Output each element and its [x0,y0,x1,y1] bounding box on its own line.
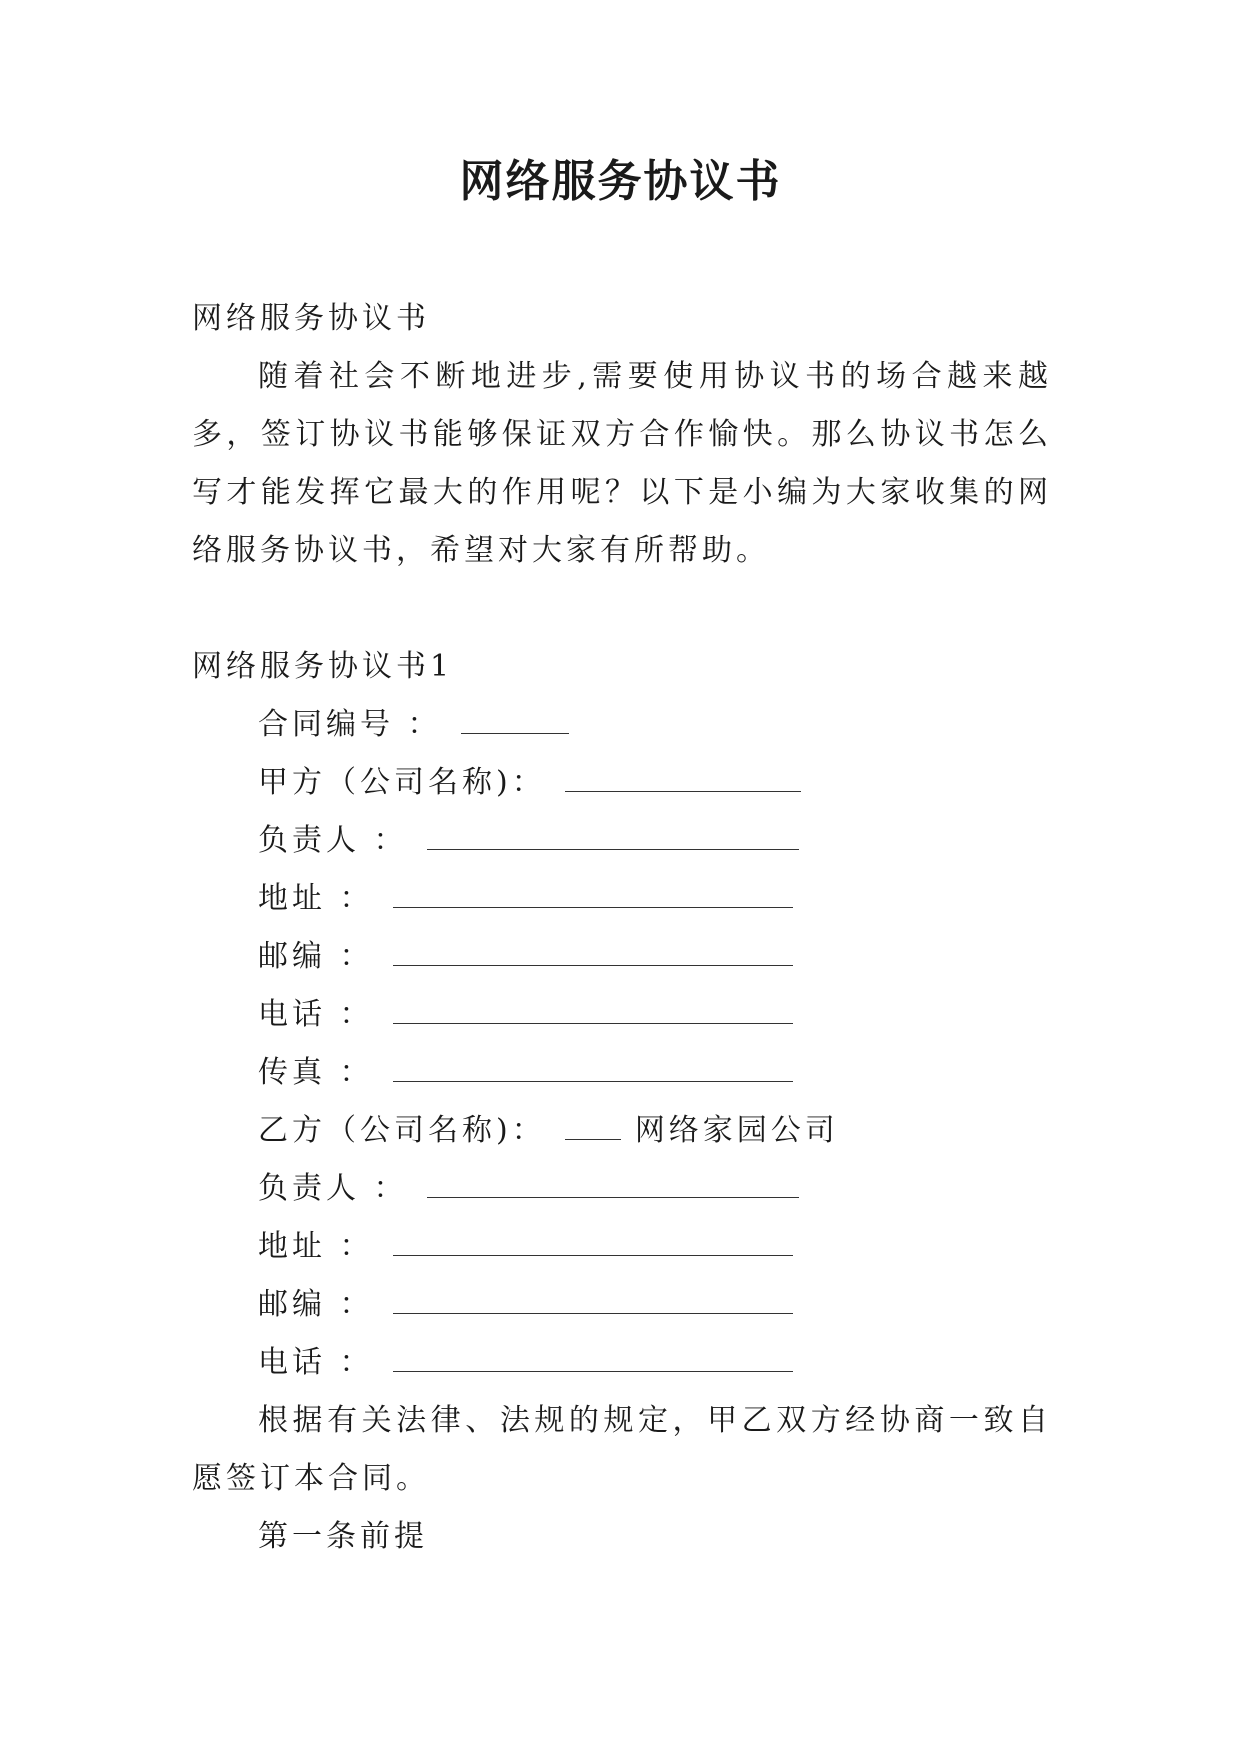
party-a-field-blank[interactable] [393,879,793,908]
intro-paragraph: 随着社会不断地进步,需要使用协议书的场合越来越多，签订协议书能够保证双方合作愉快。那么协议书怎么写才能发挥它最大的作用呢？以下是小编为大家收集的网络服务协议书，希望对大家有所帮助。 [192,359,1052,568]
party-a-label: 甲方（公司名称)： [258,765,546,800]
party-b-field-row [192,1160,1052,1218]
party-b-label: 乙方（公司名称)： [258,1113,546,1148]
contract-number-blank[interactable] [461,705,569,734]
party-b-field-label: 负责人 ： [258,1171,408,1206]
party-a-field-label: 电话 ： [258,997,374,1032]
document-body [192,290,1052,1566]
contract-number-row [192,696,1052,754]
party-b-field-label: 邮编 ： [258,1287,374,1322]
party-a-field-label: 地址 ： [258,881,374,916]
party-a-field-row [192,812,1052,870]
party-a-field-row [192,870,1052,928]
party-a-field-blank[interactable] [393,995,793,1024]
party-a-field-row [192,1044,1052,1102]
party-b-field-label: 电话 ： [258,1345,374,1380]
party-a-field-label: 负责人 ： [258,823,408,858]
party-a-row [192,754,1052,812]
party-a-field-blank[interactable] [427,821,799,850]
party-a-field-row [192,986,1052,1044]
party-b-field-blank[interactable] [393,1343,793,1372]
party-b-field-row [192,1218,1052,1276]
party-b-blank[interactable] [565,1111,621,1140]
party-a-field-label: 传真 ： [258,1055,374,1090]
party-b-name: 网络家园公司 [634,1113,839,1148]
party-b-field-blank[interactable] [427,1169,799,1198]
party-a-field-blank[interactable] [393,937,793,966]
party-b-field-blank[interactable] [393,1227,793,1256]
article-heading: 第一条前提 [258,1519,428,1554]
agreement-paragraph: 根据有关法律、法规的规定，甲乙双方经协商一致自愿签订本合同。 [192,1403,1052,1496]
party-a-field-blank[interactable] [393,1053,793,1082]
party-b-field-row [192,1276,1052,1334]
party-b-field-label: 地址 ： [258,1229,374,1264]
contract-number-label: 合同编号 ： [258,707,442,742]
party-a-blank[interactable] [565,763,801,792]
document-title: 网络服务协议书 [459,156,782,207]
section-heading: 网络服务协议书 [192,301,430,336]
party-b-field-blank[interactable] [393,1285,793,1314]
spacer [192,580,1052,638]
party-a-field-label: 邮编 ： [258,939,374,974]
party-b-field-row [192,1334,1052,1392]
contract-heading: 网络服务协议书1 [192,649,454,684]
party-b-row [192,1102,1052,1160]
party-a-field-row [192,928,1052,986]
